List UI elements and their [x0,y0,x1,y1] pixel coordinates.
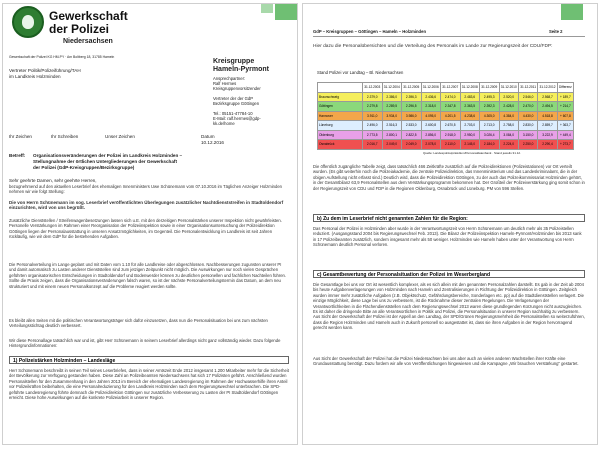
table-header-cell [318,83,363,93]
ref-label-1: Ihr Zeichen [9,134,32,139]
table-cell: 3.986,0 [402,111,422,121]
table-cell: 2.396,3 [402,92,422,102]
document-page-1 [3,4,297,444]
table-header-cell: 31.12.2008 [460,83,480,93]
table-cell: 2.347,8 [441,102,461,112]
salutation: Sehr geehrte Damen, sehr geehrte Herren, [9,178,97,183]
contact-5: Bezirksgruppe Göttingen [213,101,260,106]
page2-paragraph-4: Aus Sicht der Gewerkschaft der Polizei hat die Polizei Niedersachsen bei uns aber auch an vielen anderen Wachstellen ihrer Kräfte eine Grundausstattung benötigt. Dazu fordern wir alle von Veröffentlichungen hingewiesen und die Kampagne „Wir brauchen Verstärkung“ gestartet. [313,356,579,367]
table-cell: 2.110,0 [441,140,461,150]
table-cell-region: Göttingen [318,102,363,112]
table-cell: 4.305,0 [480,111,500,121]
table-cell: 3.026,4 [480,130,500,140]
table-cell: 4.201,5 [441,111,461,121]
table-cell: 2.520,0 [499,92,519,102]
salutation-body: bezugnehmend auf den aktuellen Leserbrief des ehemaligen Innenministers Uwe Schünemann vom 07.10.2016 im Täglichen Anzeiger Holzminden nehmen wir wie folgt Stellung: [9,184,282,195]
contact-0: Ansprechpartner: [213,76,246,81]
table-cell: 4.095,0 [421,111,441,121]
page2-intro: Hier dazu die Personalübersichten und die Verteilung des Personals im Lande zur Regierungszeit der CDU/FDP: [313,44,553,49]
table-cell: 2.568,7 [538,92,558,102]
section-2-heading: b) Zu dem im Leserbrief nicht genannten Zahlen für die Region: [313,214,585,222]
contact-1: Ralf Hermes [213,81,237,86]
table-header-cell: 31.12.2009 [480,83,500,93]
staffing-table [317,82,574,150]
contact-4: Vertreter der der GdP [213,96,254,101]
table-cell-region: Oldenburg [318,130,363,140]
subject-line-1: Organisationsveränderungen der Polizei im Landkreis Holzminden – [33,153,183,158]
subject-line-2: Stellungnahme der örtlichen Untergliederungen der Gewerkschaft [33,159,177,164]
org-name-line1: Gewerkschaft [49,9,128,23]
paragraph-1: Zusätzliche Dienststellen / Streifenwagenbesetzungen lassen sich u.E. mit den derzeitigen Personalstärken unserer Inspektion nicht gewährleisten. Personelle Verstärkungen im Rahmen einer Reorganisation der Polizeiinspektion sowie in einer Organisationsuntersuchung der Polizeidirektion Göttingen liegen der Personalausstattung in unseren Ansatzmöglichkeiten, im Gegenteil. Die Personalentwicklung im Landkreis ist seit Jahren rückläufig, wie wir dem GdP für die bestehenden Aufgaben. [9,218,282,240]
table-row [318,140,574,150]
page2-paragraph-2: Das Personal der Polizei in Holzminden aber wurde in der Verantwortungszeit von Herrn Schünemann um deutlich mehr als 35 Polizeistellen reduziert. (Ausgangsstand 2004 bis Regierungswechsel Feb. 2013). Die Bilanz der Polizeiinspektion Hameln-Pyrmont/Holzminden bis 2013 sank in 17 Polizeibeamten zusätzlich, sondern insgesamt mehr als 50 weniger. Holzminden wie Hameln haben unter der Verantwortung von Herrn Schünemann deutlich Personal verloren. [313,226,582,248]
table-header-cell: 31.12.2007 [441,83,461,93]
recipient-line-2: im Landkreis Holzminden [9,74,61,79]
table-cell: 2.822,5 [402,130,422,140]
table-header-cell: Differenz [557,83,573,93]
corner-mark [275,4,297,20]
table-cell: 2.290,4 [538,140,558,150]
page2-paragraph-3: Die Gesamtlage bei uns vor Ort ist wesentlich komplexer, als es sich allein mit den genannten Personalzahlen darstellt. Es gab in der Zeit ab 2004 bis heute Aufgabenverlagerungen von Holzminden nach Hameln und Zentralisierungen in Richtung der Polizeidirektion in Göttingen. Zeitgleich wurden immer mehr zusätzliche Aufgaben (z.B. Objektschutz, Gefährdungsbereiche, Sonderlagen etc. pp) auf die Stadtdienststellen verlagert. Die einzige Möglichkeit, diese Lage bei uns zu verbessern, ist die Rücknahme dieser zentralen Regelungen. Die Verlagerungen der Verantwortlichkeiten in die Flächendienststellen nach dem Regierungswechsel 2013 waren diese grundlegenden Kürzungen nicht auszugleichen. Es ist daher die dringende Bitte an alle Verantwortlichen in Politik und Polizei, die Personalsituation in unserer Region nachhaltig zu verbessern. Aus Sicht der Gewerkschaft der Polizei ist der Appell an den Landtag, der SPD/Grünen Regierungsmehrheit die Personalstellen so weiterzuführen, dass die Region Holzminden und Hameln auch in Zukunft personell so ausgestattet ist, dass sie ihren Aufgaben in der Region hervorragend gerecht werden kann. [313,282,585,331]
ref-label-2: Ihr Schreiben [51,134,79,139]
table-cell: 3.911,0 [363,111,383,121]
section-1-text: Herr Schünemann beschreibt in seinen Teil seines Leserbriefes, dass in seiner Amtszeit Ende 2012 insgesamt 1.200 Mitarbeiter mehr für die Sicherheit der Bevölkerung zur Verfügung gestanden haben. Diese Zahl an Polizeibeamten Niedersachsens hat sich 17 Polizisten geführt. Anschließend wurden Personalstellen für den Zusammenhang in den Jahren 2013 im Bereich der ehemaligen Landesregierung im Rahmen der Hochwasserhilfe ihren Anteil vor Polizeikräften beibehalten, die eine Personalreduzierung für den Landkreis Holzminden nach dem Regierungswechsel unterbrachen. Die SPD-geführte Landesregierung führte demnach die Polizeidirektion Göttingen nur zusätzliche Verbesserung zu Lasten der PI Stadtoldendorf Göttingen erreicht. Diese hohe Auswirkungen auf die konkrete Polizeiarbeit in unserer Region. [9,368,289,401]
police-star-logo [12,6,44,38]
table-cell: 2.224,0 [499,140,519,150]
ref-label-3: Unser Zeichen [105,134,135,139]
sender-line: Gewerkschaft der Polizei KG HM-PY · Am Boltberg 18, 31785 Hameln [9,55,115,59]
table-cell: 2.918,0 [441,130,461,140]
table-header-cell: 31.12.2010 [499,83,519,93]
table-header-cell: 31.12.2012 [538,83,558,93]
table-cell: 2.428,0 [499,102,519,112]
table-cell: 2.436,6 [421,92,441,102]
table-row [318,102,574,112]
table-cell: + 607,8 [557,111,573,121]
header-rule [313,36,585,37]
table-cell: + 363,7 [557,121,573,131]
table-cell: 2.800,1 [382,130,402,140]
intro-paragraph: Die von Herrn Schünemann im sog. Leserbrief veröffentlichten Überlegungen zusätzlicher Nachtdienststreifen in Stadtoldendorf einzurichten, wird von uns begrüßt. [9,200,284,211]
table-cell: 2.516,3 [382,121,402,131]
table-cell: 2.392,3 [480,102,500,112]
table-cell: 2.289,5 [382,102,402,112]
table-cell: 2.386,0 [382,92,402,102]
table-cell: 2.533,0 [402,121,422,131]
org-region: Niedersachsen [63,38,113,45]
section-3-heading: c) Gesamtbewertung der Personalsituation der Polizei im Weserbergland [313,270,585,278]
table-cell: 2.494,5 [538,102,558,112]
table-header-cell: 31.12.2004 [382,83,402,93]
table-cell: 2.078,0 [421,140,441,150]
table-cell: 2.145,0 [460,140,480,150]
table-note: Quelle: Landespolizeipräsidium/Personaldatenbank · Stand jeweils 31.12. [423,151,521,155]
table-cell: 4.518,8 [538,111,558,121]
table-cell: 2.470,0 [519,102,538,112]
table-cell: 3.150,0 [519,130,538,140]
table-cell: + 189,7 [557,92,573,102]
table-cell: 2.184,0 [480,140,500,150]
table-cell: 2.950,0 [460,130,480,140]
recipient-line-1: Vertreter Politik/Polizeiführung/TAH [9,68,81,73]
table-cell: 3.222,9 [538,130,558,140]
contact-2: Kreisgruppenvorsitzender [213,86,261,91]
paragraph-2: Die Personalverteilung im Lange geplant und mit Daten vom 1.10 für alle Landkreise oder abgeschlossen. Nachbesserungen zugunsten unserer PI und damit automatisch zu Lasten anderer Dienststellen sind zum jetzigen Zeitpunkt nicht möglich. Die Auswirkungen nur noch vielen Gesprächen geführten organisatorischen Entscheidungen in Stadtoldendorf und Bodenwerder können zu deutlichen personellen und fachlichen Nachteilen führen. Sollte die Praxis zeigen, dass die Organisationsveränderungen falsch waren, so ist der nächste Personalverteilungstermin das Datum, an dem neu strukturiert und mit einem neuen Personalkonzept auf die Probleme reagiert werden sollte. [9,262,287,289]
table-cell: + 214,7 [557,102,573,112]
org-name-line2: der Polizei [49,22,110,36]
table-cell: 4.430,0 [519,111,538,121]
ref-label-4: Datum [201,134,215,139]
contact-7: Tel.: 05151-47784-10 [213,111,253,116]
paragraph-4: Wir diese Personallage tatsächlich war und ist, gibt Herr Schünemann in seinem Leserbrief allerdings nicht ganz vollständig wieder. Dazu folgende Hintergrundinformationen: [9,338,281,349]
table-cell-region: Osnabrück [318,140,363,150]
table-cell: 2.483,6 [460,92,480,102]
table-cell: 2.279,8 [363,102,383,112]
table-cell: 2.546,0 [519,92,538,102]
table-cell: 2.296,5 [402,102,422,112]
kreisgruppe-title-1: Kreisgruppe [213,58,255,65]
table-cell: 4.238,6 [460,111,480,121]
table-row [318,111,574,121]
table-cell: 2.859,7 [538,121,558,131]
table-row [318,92,574,102]
page2-paragraph-1: Die öffentlich zugängliche Tabelle zeigt, dass tatsächlich 466 Zeitkräfte zusätzlich auf die Polizeidirektionen (Polizeistationen) vor Ort verteilt wurden. (Es gibt weiterhin noch die Polizeiakademie, die zentrale Polizeidirektion, das Innenministerium und das Landeskriminalamt, die in der obigen Aufstellung nicht erfasst sind.) Deutlich wird, dass die Polizeidirektion Göttingen, zu der auch das Polizeikommissariat Holzminden gehört, in der Gesamtbilanz 63,9 Personalstellen aus dem Verstärkungsprogramm bekommen hat. Der Großteil der Polizeiverstärkung ging somit schon in der Regierungszeit von CDU und FDP in die Regionen Oldenburg, Osnabrück und Lüneburg. PM von 596 Stellen. [313,164,585,191]
contact-8: E-Mail: ralf.hermes@gdp- [213,116,261,121]
page2-header-left: GdP – Kreisgruppen – Göttingen – Hameln – Holzminden [313,29,427,34]
table-row [318,130,574,140]
table-header-cell: 31.12.2005 [402,83,422,93]
corner-mark [561,4,583,20]
table-cell: + 273,7 [557,140,573,150]
table-cell: 2.016,7 [363,140,383,150]
table-cell: 2.830,0 [519,121,538,131]
table-cell: 2.773,5 [363,130,383,140]
table-cell: 2.670,5 [441,121,461,131]
table-cell: 2.600,8 [421,121,441,131]
table-body [318,92,574,149]
page2-header-right: Seite 2 [549,29,563,34]
table-cell: 2.379,0 [363,92,383,102]
table-cell-region: Hannover [318,111,363,121]
table-cell: 2.703,0 [460,121,480,131]
subject-label: Betreff: [9,153,26,158]
table-cell: 2.713,0 [480,121,500,131]
contact-9: kk.de/home [213,121,235,126]
section-1-heading: 1) Polizeistärken Holzminden – Landesläge [9,356,289,364]
table-cell-region: Lüneburg [318,121,363,131]
letter-date: 10.12.2016 [201,140,224,145]
table-cell: 4.384,0 [499,111,519,121]
corner-mark-small [261,4,273,13]
table-cell: 2.049,0 [382,140,402,150]
document-page-2 [303,4,597,444]
table-cell: 2.496,0 [363,121,383,131]
table-cell: 2.495,3 [480,92,500,102]
table-cell: 2.474,0 [441,92,461,102]
table-cell: 3.934,0 [382,111,402,121]
table-header-row [318,83,574,93]
table-cell: 2.363,5 [460,102,480,112]
table-header-cell: 31.12.2003 [363,83,383,93]
table-header-cell: 31.12.2006 [421,83,441,93]
table-cell: 2.250,0 [519,140,538,150]
table-cell: 3.084,0 [499,130,519,140]
subject-line-3: der Polizei (GdP-Kreisgruppen/Bezirksgruppe) [33,165,135,170]
table-cell: 2.758,0 [499,121,519,131]
table-title: Stand Polizei vor Landtag – Bl. Niedersachsen [317,70,404,75]
table-cell: 2.049,0 [402,140,422,150]
table-row [318,121,574,131]
table-cell: + 449,4 [557,130,573,140]
table-cell-region: Braunschweig [318,92,363,102]
table-cell: 2.856,0 [421,130,441,140]
table-cell: 2.318,0 [421,102,441,112]
kreisgruppe-title-2: Hameln-Pyrmont [213,66,270,73]
paragraph-3: Es bleibt allen Seiten mit die politischen Verantwortungsträger sich dafür einzusetzen, dass nun die Personalsituation bei uns zum nächsten Verteilungsstichtag deutlich verbessert. [9,318,268,329]
table-header-cell: 31.12.2011 [519,83,538,93]
